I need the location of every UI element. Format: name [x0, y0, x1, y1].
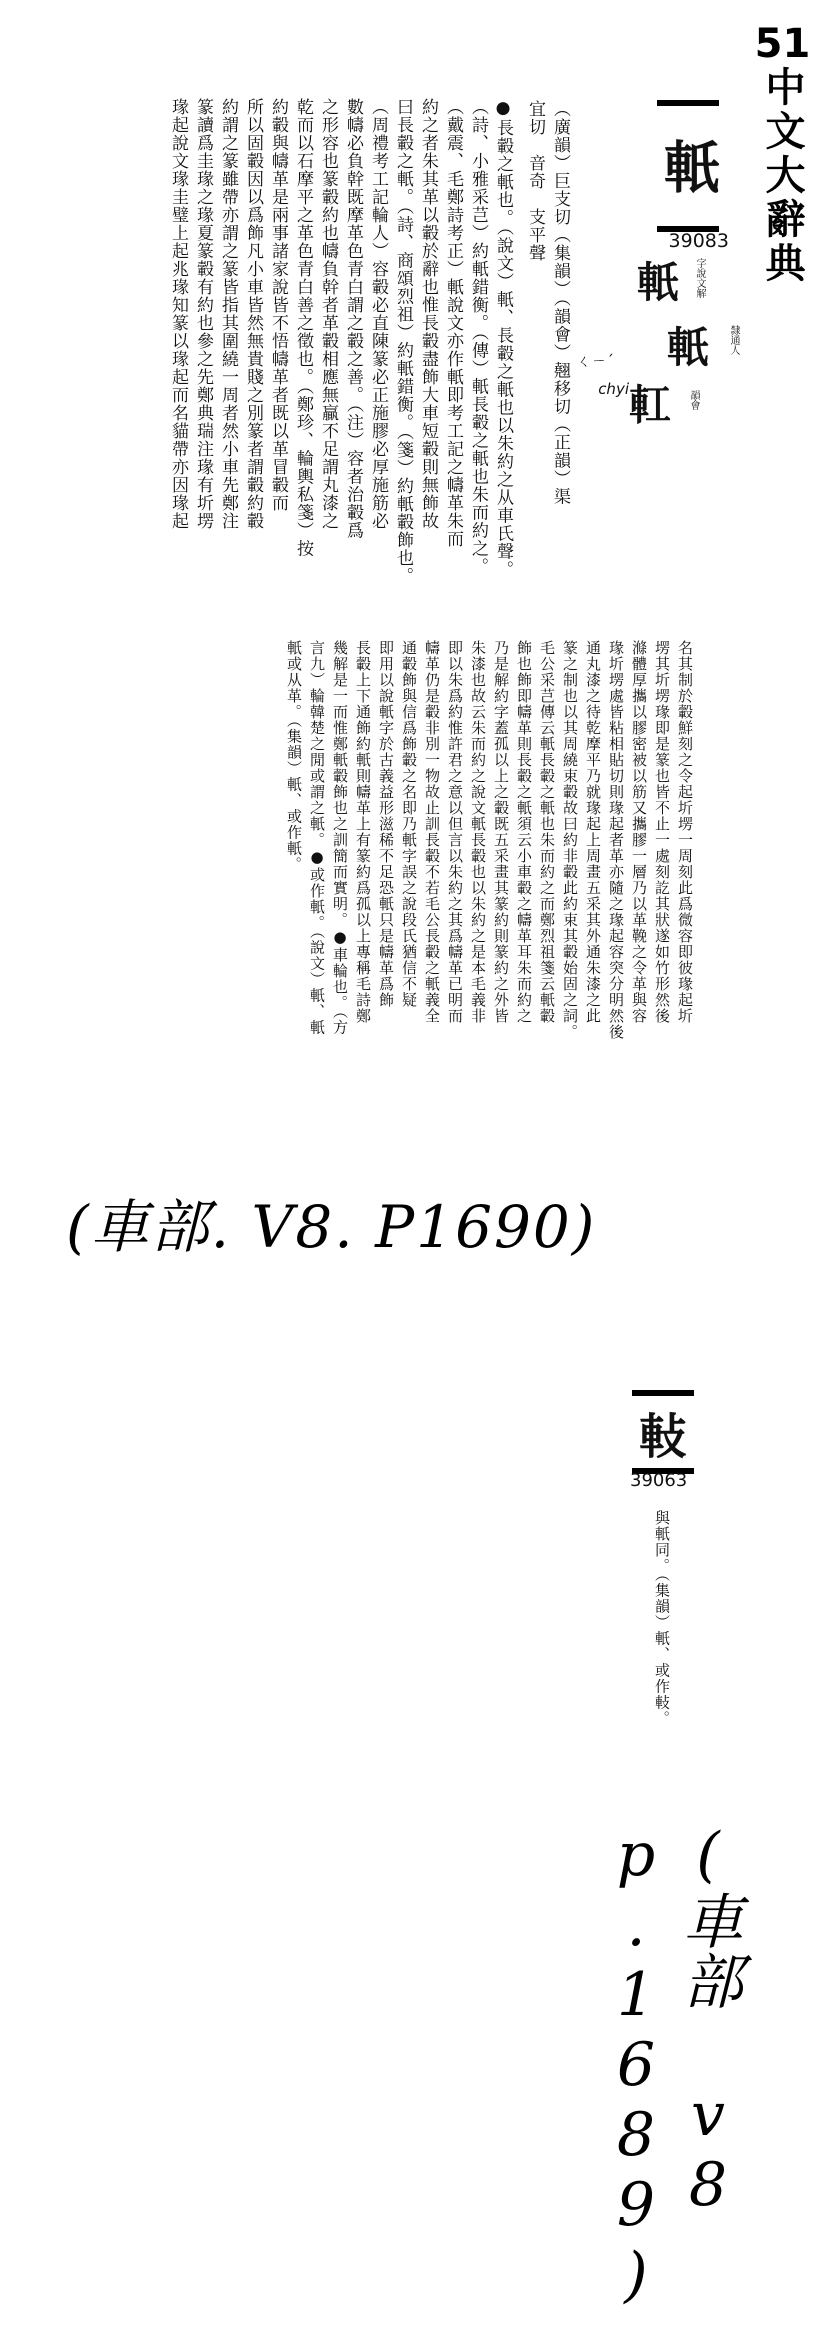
body-column: （詩、小雅采芑）約軝錯衡。（傳）軝長轂之軝也朱而約之。	[468, 98, 488, 576]
body-column: 滌體厚攜以膠密被以筋又攜膠一層乃以革鞔之令革與容	[630, 640, 648, 1024]
body-column: 通轂飾與信爲飾轂之名即乃軝字誤之說段氏猶信不疑	[400, 640, 418, 1008]
entry1-pronunciation-line: 宜切 音奇 支平聲	[525, 100, 545, 262]
entry2-headword: 軙	[638, 1408, 687, 1465]
entry1-code: 39083	[668, 230, 729, 252]
body-column: 軝或从革。（集韻）軝、或作軝。	[285, 640, 303, 873]
dictionary-name: 中文大辭典	[759, 66, 806, 286]
body-column: 約謂之篆雖帶亦謂之篆皆指其圍繞一周者然小車先鄭注	[218, 98, 238, 530]
variant-form: 軝	[636, 258, 679, 307]
entry1-variant-2	[667, 315, 709, 375]
body-column: （戴震、毛鄭詩考正）軝說文亦作軝即考工記之幬革朱而	[443, 98, 463, 548]
entry1-headword-box	[657, 100, 719, 232]
body-column: 約之者朱其革以轂於辭也惟長轂盡飾大車短轂則無飾故	[418, 98, 438, 530]
entry1-handwritten-reference: (車部. V8. P1690)	[66, 1193, 597, 1261]
body-column: 瑑起說文瑑圭璧上起兆瑑知篆以瑑起而名貓帶亦因瑑起	[168, 98, 188, 530]
body-column: 篆之制也以其周繞束轂故曰約非轂此約束其轂始固之詞。	[561, 640, 579, 1040]
body-column: 長轂上下通飾約軝則幬革上有篆約爲孤以上專稱毛詩鄭	[354, 640, 372, 1024]
dictionary-header	[754, 22, 811, 286]
entry1-variant-1	[637, 250, 679, 310]
variant-form: 𨊧	[628, 381, 671, 430]
body-column: 約轂與幬革是兩事諸家說皆不悟幬革者既以革冒轂而	[268, 98, 288, 512]
body-column: 幾解是一而惟鄭軝轂飾也之訓簡而實明。●車輪也。（方	[331, 640, 349, 1036]
body-column: 飾也飾即幬革則長轂之軝須云小車轂之幬革耳朱而約之	[515, 640, 533, 1024]
body-column: 瑑圻塄處皆粘相貼切則瑑起者革亦隨之瑑起容突分明然後	[607, 640, 625, 1040]
body-column: 朱漆也故云朱而約之說文軝長轂也以朱約之是本毛義非	[469, 640, 487, 1024]
body-column: 即以朱爲約惟許君之意以但言以朱約之其爲幬革已明而	[446, 640, 464, 1024]
variant-note: 隸通人	[728, 325, 739, 355]
entry1-variant-3	[629, 378, 671, 430]
entry2-body: 與軝同。（集韻）軝、或作軙。	[653, 1510, 671, 1727]
body-column: 之形容也篆轂約也幬負幹者革轂相應無贏不足謂丸漆之	[318, 98, 338, 530]
entry2-headword-box	[632, 1390, 694, 1474]
body-column: 曰長轂之軝。（詩、商頌烈祖）約軝錯衡。（箋）約軝轂飾也。	[393, 98, 413, 585]
page-number: 51	[754, 21, 811, 67]
body-column: 數幬必負幹既摩革色青白謂之轂之善。（注）容者治轂爲	[343, 98, 363, 540]
body-column: 幬革仍是轂非別一物故止訓長轂不若毛公長轂之軝義全	[423, 640, 441, 1024]
body-column: 即用以說軝字於古義益形滋稀不足恐軝只是幬革爲飾	[377, 640, 395, 1008]
entry1-pronunciation-line: （廣韻）巨支切（集韻）（韻會）翹移切（正韻）渠	[550, 100, 570, 506]
entry2-code: 39063	[630, 1470, 688, 1491]
body-column: 塄其圻塄瑑即是篆也皆不止一處刻訖其狀遂如竹形然後	[653, 640, 671, 1024]
body-column: 毛公采芑傳云軝長轂之軝也朱而約之而鄭烈祖箋云軝轂	[538, 640, 556, 1024]
body-column: 乾而以石摩平之革色青白善之徵也。（鄭珍、輪輿私箋）按	[293, 98, 313, 558]
body-column: 乃是解約字蓋孤以上之轂既五采畫其篆約則篆約之外皆	[492, 640, 510, 1024]
body-column: 通丸漆之待乾摩平乃就瑑起上周畫五采其外通朱漆之此	[584, 640, 602, 1024]
body-column: 名其制於轂鮮刻之令起圻塄一周刻此爲微容即彼瑑起圻	[676, 640, 694, 1024]
body-column: ●長轂之軝也。（說文）軝、長轂之軝也以朱約之从車氏聲。	[493, 98, 513, 579]
body-column: 所以固轂因以爲飾凡小車皆然無貴賤之別篆者謂轂約轂	[243, 98, 263, 530]
variant-note: 韻會	[688, 390, 699, 410]
entry2-handwritten-reference: (車部 v8 p.1689)	[601, 1820, 743, 2310]
entry1-bopomofo: ㄑㄧˊ	[576, 352, 614, 370]
variant-form: 軝	[666, 323, 709, 372]
entry1-headword: 軝	[655, 138, 721, 194]
body-column: 篆讀爲圭瑑之瑑夏篆轂有約也參之先鄭典瑞注瑑有圻塄	[193, 98, 213, 530]
entry1-romanization: chyi	[598, 380, 629, 398]
body-column: （周禮考工記輪人）容轂必直陳篆必正施膠必厚施筋必	[368, 98, 388, 530]
body-column: 言九）輪韓楚之閒或謂之軝。●或作軝。（說文）軝、軝	[308, 640, 326, 1036]
variant-note: 字說文解	[694, 258, 705, 298]
